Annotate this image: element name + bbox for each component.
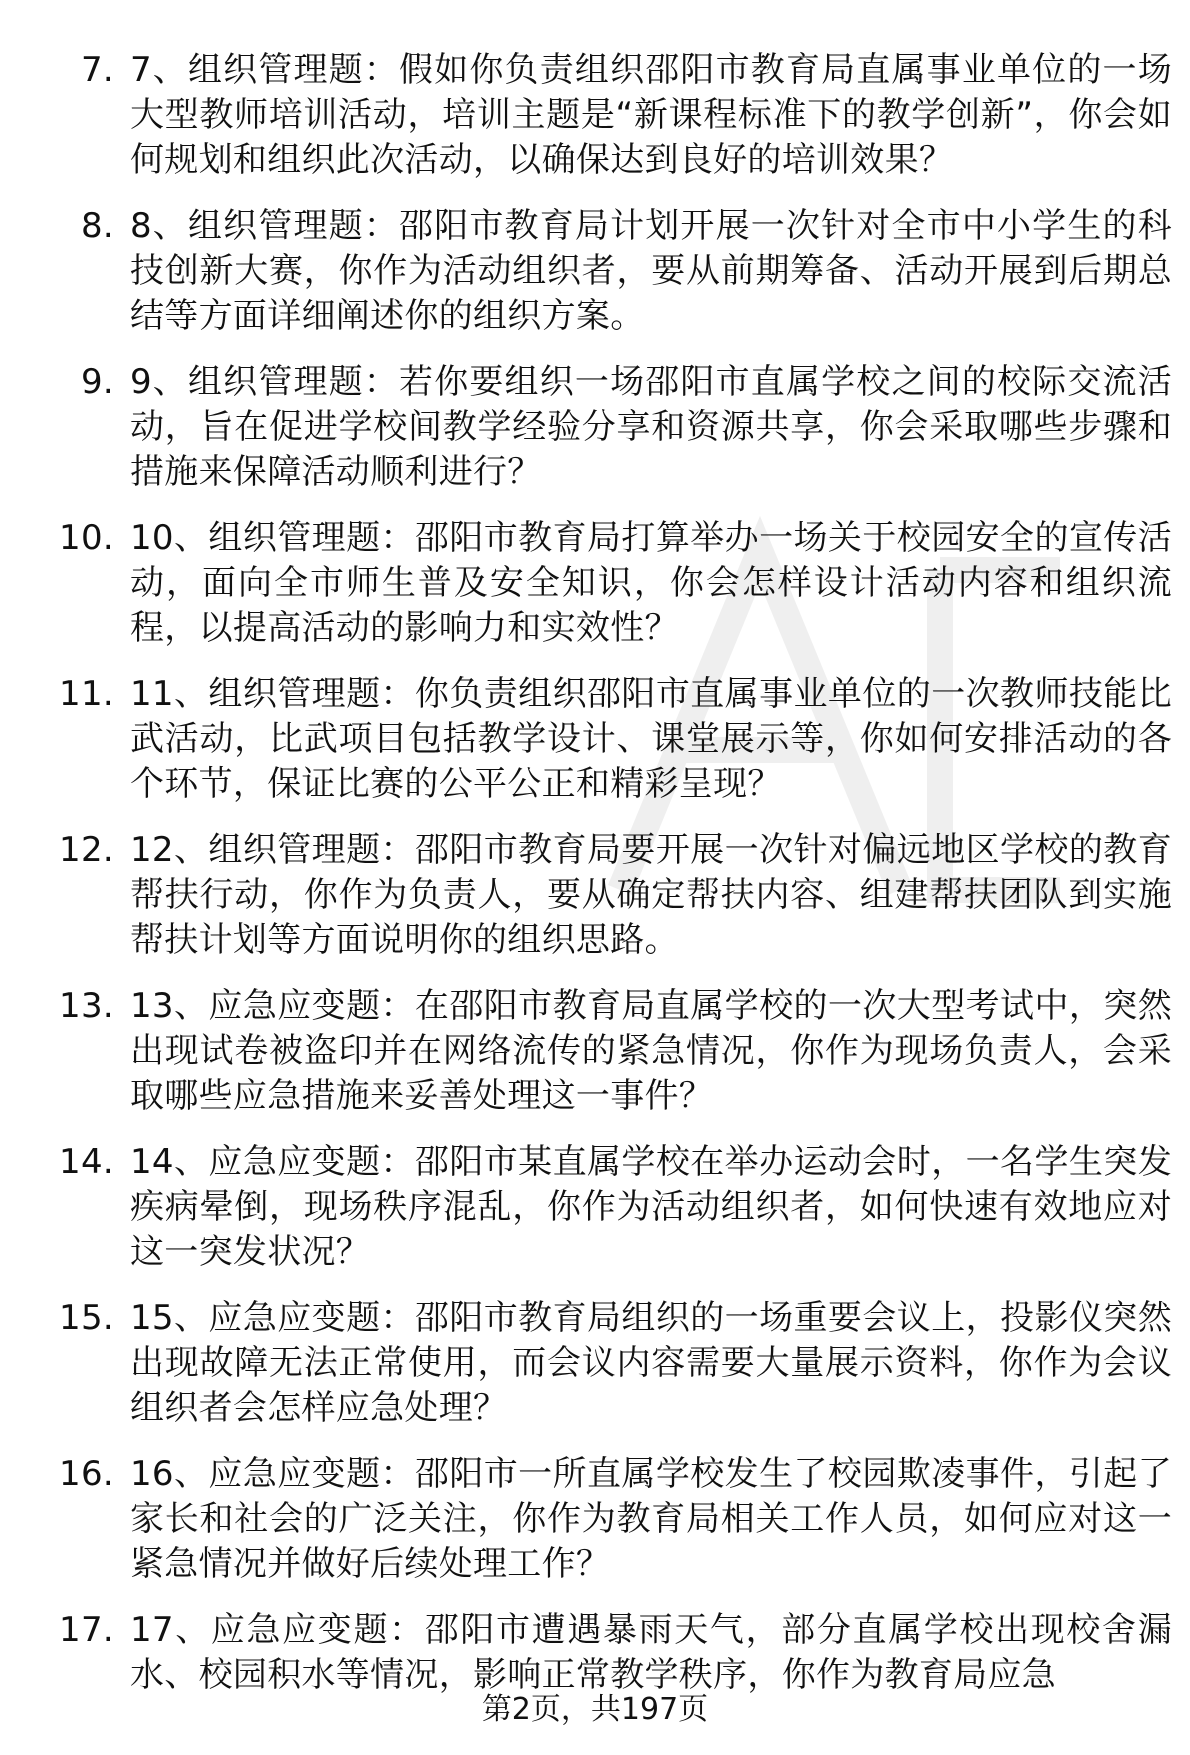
list-item [0, 1140, 1190, 1275]
list-item [0, 204, 1190, 339]
item-number: 16. [59, 1454, 114, 1494]
page-footer: 第2页，共197页 [481, 1692, 709, 1727]
list-item [0, 48, 1190, 183]
item-number: 14. [59, 1142, 114, 1182]
item-text: 7、组织管理题：假如你负责组织邵阳市教育局直属事业单位的一场大型教师培训活动，培训主题是“新课程标准下的教学创新”，你会如何规划和组织此次活动，以确保达到良好的培训效果？ [130, 50, 1172, 180]
list-item [0, 828, 1190, 963]
item-number: 12. [59, 830, 114, 870]
item-text: 14、应急应变题：邵阳市某直属学校在举办运动会时，一名学生突发疾病晕倒，现场秩序混乱，你作为活动组织者，如何快速有效地应对这一突发状况？ [130, 1142, 1172, 1272]
item-number: 17. [59, 1610, 114, 1650]
list-item [0, 672, 1190, 807]
list-item [0, 1608, 1190, 1698]
item-text: 16、应急应变题：邵阳市一所直属学校发生了校园欺凌事件，引起了家长和社会的广泛关注，你作为教育局相关工作人员，如何应对这一紧急情况并做好后续处理工作？ [130, 1454, 1172, 1584]
item-number: 15. [59, 1298, 114, 1338]
item-number: 9. [80, 362, 114, 402]
item-number: 10. [59, 518, 114, 558]
list-item [0, 984, 1190, 1119]
list-item [0, 360, 1190, 495]
item-number: 13. [59, 986, 114, 1026]
list-item [0, 1296, 1190, 1431]
item-text: 15、应急应变题：邵阳市教育局组织的一场重要会议上，投影仪突然出现故障无法正常使用，而会议内容需要大量展示资料，你作为会议组织者会怎样应急处理？ [130, 1298, 1172, 1428]
list-item [0, 1452, 1190, 1587]
item-text: 10、组织管理题：邵阳市教育局打算举办一场关于校园安全的宣传活动，面向全市师生普及安全知识，你会怎样设计活动内容和组织流程，以提高活动的影响力和实效性？ [130, 518, 1172, 648]
item-text: 9、组织管理题：若你要组织一场邵阳市直属学校之间的校际交流活动，旨在促进学校间教学经验分享和资源共享，你会采取哪些步骤和措施来保障活动顺利进行？ [130, 362, 1172, 492]
item-text: 8、组织管理题：邵阳市教育局计划开展一次针对全市中小学生的科技创新大赛，你作为活动组织者，要从前期筹备、活动开展到后期总结等方面详细阐述你的组织方案。 [130, 206, 1172, 336]
item-number: 11. [59, 674, 114, 714]
item-text: 13、应急应变题：在邵阳市教育局直属学校的一次大型考试中，突然出现试卷被盗印并在网络流传的紧急情况，你作为现场负责人，会采取哪些应急措施来妥善处理这一事件？ [130, 986, 1172, 1116]
list-item [0, 516, 1190, 651]
item-number: 7. [80, 50, 114, 90]
item-text: 17、应急应变题：邵阳市遭遇暴雨天气，部分直属学校出现校舍漏水、校园积水等情况，影响正常教学秩序，你作为教育局应急 [130, 1610, 1172, 1695]
item-number: 8. [80, 206, 114, 246]
item-text: 11、组织管理题：你负责组织邵阳市直属事业单位的一次教师技能比武活动，比武项目包括教学设计、课堂展示等，你如何安排活动的各个环节，保证比赛的公平公正和精彩呈现？ [130, 674, 1172, 804]
item-text: 12、组织管理题：邵阳市教育局要开展一次针对偏远地区学校的教育帮扶行动，你作为负责人，要从确定帮扶内容、组建帮扶团队到实施帮扶计划等方面说明你的组织思路。 [130, 830, 1172, 960]
question-list [0, 48, 1190, 1719]
